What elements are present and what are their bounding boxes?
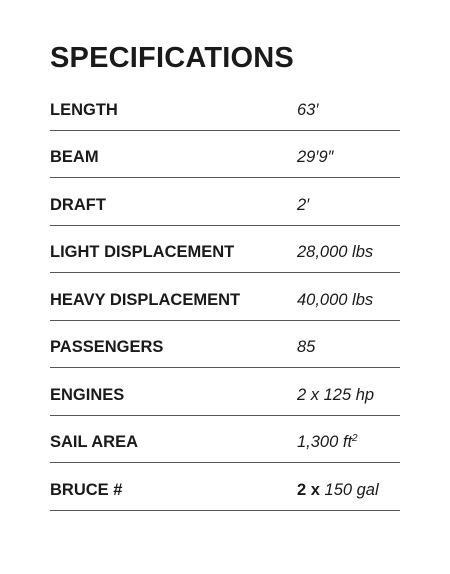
spec-value: 28,000 lbs [297, 243, 374, 261]
spec-value: 40,000 lbs [297, 290, 374, 309]
spec-value [297, 433, 358, 452]
spec-row-engines [50, 368, 400, 416]
spec-row-length [50, 83, 400, 131]
spec-row-passengers [50, 321, 400, 369]
spec-label: ENGINES [50, 385, 125, 404]
spec-value: 63′ [297, 100, 319, 119]
spec-row-sail-area [50, 416, 400, 464]
spec-row-light-displacement [50, 226, 400, 274]
spec-label: SAIL AREA [50, 433, 139, 451]
spec-label: BEAM [50, 148, 99, 166]
spec-value: 85 [297, 338, 316, 356]
spec-value: 29′9″ [297, 148, 334, 166]
spec-label: BRUCE # [50, 480, 123, 499]
spec-value-superscript: 2 [352, 433, 358, 444]
spec-label: LENGTH [50, 100, 118, 119]
spec-label: DRAFT [50, 195, 106, 214]
spec-value-quantity: 2 x [297, 480, 320, 499]
spec-row-draft [50, 178, 400, 226]
spec-label: PASSENGERS [50, 338, 164, 356]
spec-value: 2 x 125 hp [297, 385, 375, 404]
spec-row-heavy-displacement [50, 273, 400, 321]
page-title: SPECIFICATIONS [50, 42, 294, 74]
specifications-table [50, 83, 400, 511]
spec-label: HEAVY DISPLACEMENT [50, 290, 241, 309]
spec-row-bruce [50, 463, 400, 511]
spec-value-text: 1,300 ft [297, 433, 353, 451]
spec-value: 2′ [297, 195, 310, 214]
spec-value [297, 481, 379, 500]
spec-label: LIGHT DISPLACEMENT [50, 243, 235, 261]
spec-value-text: 150 gal [319, 480, 379, 499]
spec-row-beam [50, 131, 400, 179]
